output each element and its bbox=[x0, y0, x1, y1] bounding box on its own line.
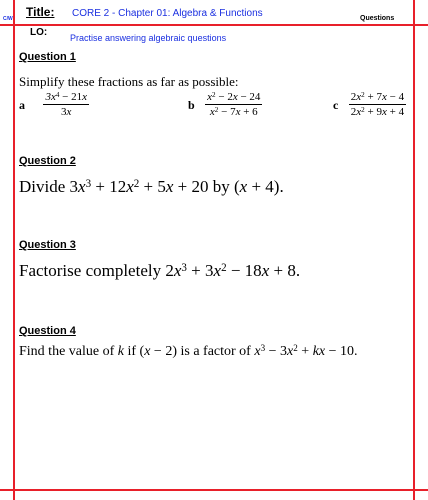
numerator: $2x^2 + 7x - 4$ bbox=[350, 90, 405, 103]
question-3-text: Factorise completely $2x^3 + 3x^2 - 18x + 8$. bbox=[19, 261, 301, 280]
question-2-heading: Question 2 bbox=[19, 155, 76, 167]
right-margin-line bbox=[413, 0, 415, 500]
numerator: $x^2 - 2x - 24$ bbox=[207, 90, 261, 103]
corner-mark: C/W bbox=[3, 16, 13, 22]
part-letter: c bbox=[333, 98, 339, 113]
question-1-part-a bbox=[19, 91, 89, 119]
questions-label: Questions bbox=[360, 15, 395, 22]
question-1-prompt: Simplify these fractions as far as possible: bbox=[19, 74, 239, 89]
fraction bbox=[349, 91, 406, 119]
denominator: 3x bbox=[61, 106, 72, 118]
question-1-part-b bbox=[188, 91, 262, 119]
part-letter: b bbox=[188, 98, 195, 113]
denominator: $x^2 - 7x + 6$ bbox=[209, 105, 258, 118]
denominator: $2x^2 + 9x + 4$ bbox=[350, 105, 405, 118]
fraction bbox=[43, 91, 89, 119]
bottom-line bbox=[0, 489, 428, 491]
title-text: CORE 2 - Chapter 01: Algebra & Functions bbox=[72, 8, 263, 19]
fraction bbox=[205, 91, 262, 119]
question-4-text: Find the value of k if (x − 2) is a factor of $x^3 - 3x^2$ + kx − 10. bbox=[19, 342, 358, 359]
question-1-part-c bbox=[333, 91, 406, 119]
question-3-heading: Question 3 bbox=[19, 239, 76, 251]
title-label: Title: bbox=[26, 5, 55, 19]
numerator: $3x^4 - 21x$ bbox=[45, 90, 88, 103]
lo-label: LO: bbox=[30, 27, 48, 38]
left-margin-line bbox=[13, 0, 15, 500]
question-2-text: Divide $3x^3 + 12x^2 + 5x + 20$ by (x + 4). bbox=[19, 177, 284, 196]
part-letter: a bbox=[19, 98, 25, 113]
lo-text: Practise answering algebraic questions bbox=[70, 33, 227, 43]
question-4-heading: Question 4 bbox=[19, 325, 76, 337]
header-divider-line bbox=[0, 24, 428, 26]
question-1-heading: Question 1 bbox=[19, 51, 76, 63]
